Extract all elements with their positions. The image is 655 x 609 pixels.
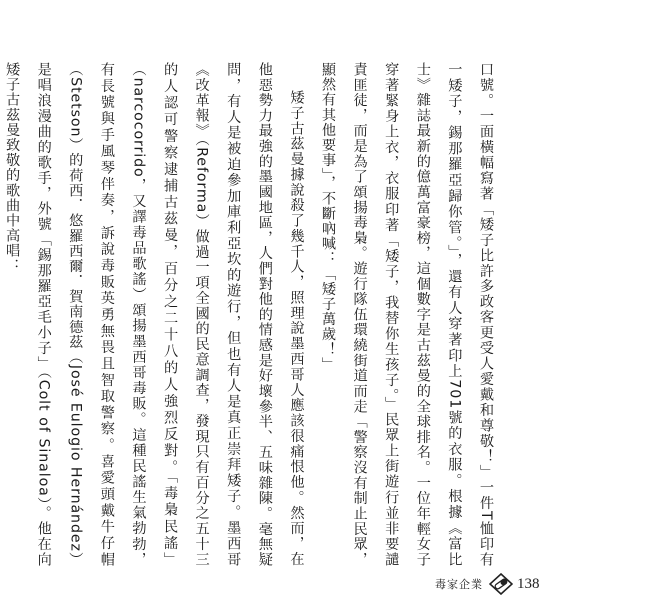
body-text xyxy=(0,62,501,567)
page-number: 138 xyxy=(517,575,540,592)
page-footer xyxy=(435,572,540,596)
pill-capsule-logo-icon xyxy=(489,573,513,595)
paragraph-2: 矮子古茲曼據說殺了幾千人，照理說墨西哥人應該很痛恨他。然而，在他惡勢力最強的墨國地區，人們對他的情感是好壞參半、五味雜陳。毫無疑問，有人是被迫參加庫利亞坎的遊行，但也有人是真正崇拜矮子。墨西哥《改革報》（Reforma）做過一項全國的民意調查，發現只有百分之五十三的人認可警察逮捕古茲曼，百分之二十八的人強烈反對。「毒梟民謠」（narcocorrido，又譯毒品歌謠）頌揚墨西哥毒販。這種民謠生氣勃勃，有長號與手風琴伴奏，訴說毒販英勇無畏且智取警察。喜愛頭戴牛仔帽（Stetson）的荷西．悠羅西爾．賀南德茲（José Eulogio Hernández）是唱浪漫曲的歌手，外號「錫那羅亞毛小子」（Colt of Sinaloa）。他在向矮子古茲曼致敬的歌曲中高唱： xyxy=(4,62,305,567)
running-header-title: 毒家企業 xyxy=(435,578,483,591)
paragraph-1: 口號。一面橫幅寫著「矮子比許多政客更受人愛戴和尊敬！」一件T恤印有一矮子，錫那羅亞歸你管。」，還有人穿著印上701號的衣服。根據《富比士》雜誌最新的億萬富豪榜，這個數字是古茲曼的全球排名。一位年輕女子穿著緊身上衣，衣服印著「矮子，我替你生孩子。」民眾上街遊行並非要譴責匪徒，而是為了頌揚毒梟。遊行隊伍環繞街道而走「警察沒有制止民眾，顯然有其他要事」，不斷吶喊：「矮子萬歲！」 xyxy=(320,62,494,567)
